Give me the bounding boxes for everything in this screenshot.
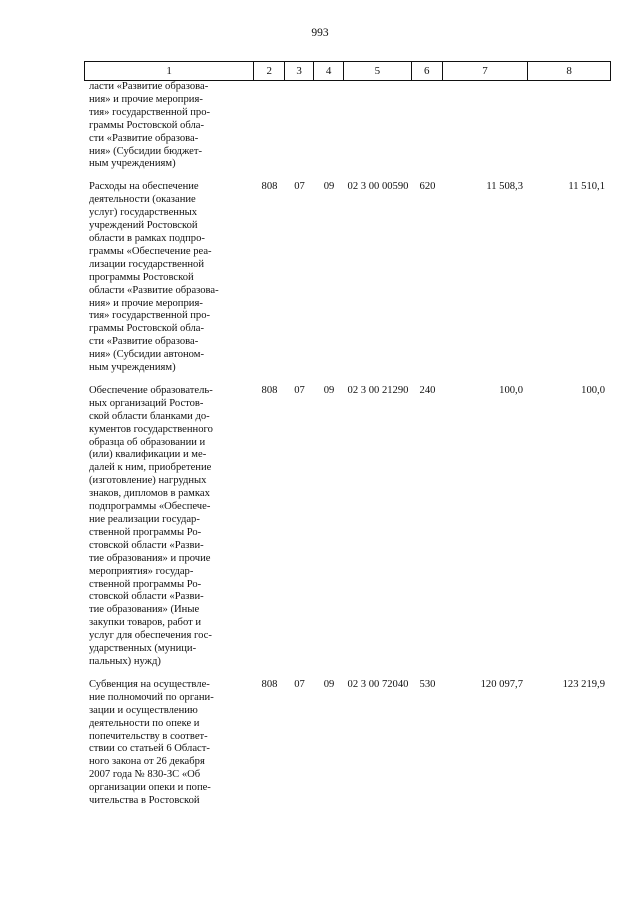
description-line: ственной программы Ро- (89, 578, 202, 590)
table-body (84, 81, 611, 808)
header-col-2: 2 (254, 62, 285, 80)
table-row (84, 679, 611, 808)
description-line: ударственных (муници- (89, 643, 197, 655)
description-line: области «Развитие образова- (89, 284, 219, 296)
header-col-8: 8 (566, 65, 572, 77)
description-line: далей к ним, приобретение (89, 462, 212, 474)
description-line: учреждений Ростовской (89, 220, 198, 232)
description-line: ным учреждениям) (89, 362, 176, 374)
header-col-1: 1 (85, 62, 254, 80)
subsection-code: 09 (323, 384, 335, 396)
description-line: ласти «Развитие образова- (89, 81, 209, 92)
description-line: стовской области «Разви- (89, 591, 204, 603)
ministry-code (254, 81, 285, 171)
description-line: пальных) нужд) (89, 655, 161, 667)
subsection-code: 09 (323, 678, 335, 690)
description-line: ственной программы Ро- (89, 526, 202, 538)
description-line: тия» государственной про- (89, 106, 211, 118)
amount-year-1: 11 508,3 (486, 181, 523, 193)
amount-year-1: 100,0 (499, 384, 523, 396)
description-line: ской области бланками до- (89, 410, 210, 422)
description-line: тия» государственной про- (89, 310, 211, 322)
row-description (84, 81, 254, 171)
description-line: ным учреждениям) (89, 158, 176, 170)
header-col-4: 4 (314, 62, 344, 80)
expense-type (412, 81, 443, 171)
description-line: граммы «Обеспечение реа- (89, 245, 212, 257)
amount-year-1 (443, 81, 529, 171)
header-col-5: 5 (344, 62, 412, 80)
description-line: ние полномочий по органи- (89, 691, 214, 703)
ministry-code: 808 (261, 678, 278, 690)
description-line: деятельности (оказание (89, 194, 196, 206)
target-article (344, 81, 412, 171)
description-line: 2007 года № 830-ЗС «Об (89, 769, 201, 781)
description-line: знаков, дипломов в рамках (89, 488, 210, 500)
description-line: Субвенция на осуществле- (89, 678, 210, 690)
description-line: лизации государственной (89, 258, 204, 270)
description-line: тие образования» и прочие (89, 552, 211, 564)
description-line: ствии со статьей 6 Област- (89, 743, 210, 755)
row-spacer (84, 171, 611, 181)
description-line: ных организаций Ростов- (89, 397, 204, 409)
description-line: области в рамках подпро- (89, 232, 205, 244)
table-header (84, 61, 611, 81)
description-line: услуг для обеспечения гос- (89, 630, 212, 642)
amount-year-2: 11 510,1 (568, 181, 605, 193)
header-col-3: 3 (285, 62, 314, 80)
subsection-code: 09 (323, 181, 335, 193)
description-line: Обеспечение образователь- (89, 384, 213, 396)
description-line: закупки товаров, работ и (89, 617, 202, 629)
expense-type: 240 (419, 384, 436, 396)
section-code: 07 (294, 678, 305, 690)
section-code (285, 81, 314, 171)
page-number: 993 (311, 27, 329, 39)
description-line: стовской области «Разви- (89, 539, 204, 551)
description-line: чительства в Ростовской (89, 795, 200, 807)
description-line: сти «Развитие образова- (89, 132, 199, 144)
row-spacer (84, 375, 611, 385)
description-line: подпрограммы «Обеспече- (89, 501, 211, 513)
description-line: ния» (Субсидии бюджет- (89, 145, 202, 157)
description-line: услуг) государственных (89, 207, 198, 219)
table-row (84, 385, 611, 669)
description-line: ния» и прочие мероприя- (89, 297, 203, 309)
description-line: зации и осуществлению (89, 704, 198, 716)
description-line: тие образования» (Иные (89, 604, 200, 616)
row-description (84, 181, 254, 375)
table-row (84, 181, 611, 375)
expense-type: 620 (419, 181, 436, 193)
description-line: программы Ростовской (89, 271, 194, 283)
row-description (84, 385, 254, 669)
description-line: ние реализации государ- (89, 514, 200, 525)
amount-year-1: 120 097,7 (480, 678, 523, 690)
amount-year-2 (529, 81, 611, 171)
row-spacer (84, 669, 611, 679)
budget-table (84, 61, 611, 808)
description-line: кументов государственного (89, 423, 213, 435)
ministry-code: 808 (261, 384, 278, 396)
target-article: 02 3 00 72040 (347, 678, 409, 690)
description-line: образца об образовании и (89, 436, 206, 448)
expense-type: 530 (419, 678, 436, 690)
ministry-code: 808 (261, 181, 278, 193)
row-description (84, 679, 254, 808)
description-line: ния» (Субсидии автоном- (89, 349, 205, 361)
description-line: организации опеки и попе- (89, 782, 211, 794)
description-line: (или) квалификации и ме- (89, 449, 207, 461)
section-code: 07 (294, 384, 305, 396)
amount-year-2: 123 219,9 (562, 678, 605, 690)
table-row (84, 81, 611, 171)
section-code: 07 (294, 181, 305, 193)
description-line: (изготовление) нагрудных (89, 475, 207, 487)
header-col-6: 6 (412, 62, 443, 80)
description-line: мероприятия» государ- (89, 565, 194, 577)
description-line: попечительству в соответ- (89, 730, 208, 742)
target-article: 02 3 00 00590 (347, 181, 409, 193)
description-line: граммы Ростовской обла- (89, 119, 204, 131)
target-article: 02 3 00 21290 (347, 384, 409, 396)
description-line: сти «Развитие образова- (89, 336, 199, 348)
description-line: граммы Ростовской обла- (89, 323, 204, 335)
description-line: ного закона от 26 декабря (89, 756, 205, 768)
header-col-7: 7 (443, 62, 529, 80)
subsection-code (314, 81, 344, 171)
description-line: Расходы на обеспечение (89, 181, 199, 193)
amount-year-2: 100,0 (581, 384, 605, 396)
description-line: ния» и прочие мероприя- (89, 93, 203, 105)
description-line: деятельности по опеке и (89, 717, 200, 729)
